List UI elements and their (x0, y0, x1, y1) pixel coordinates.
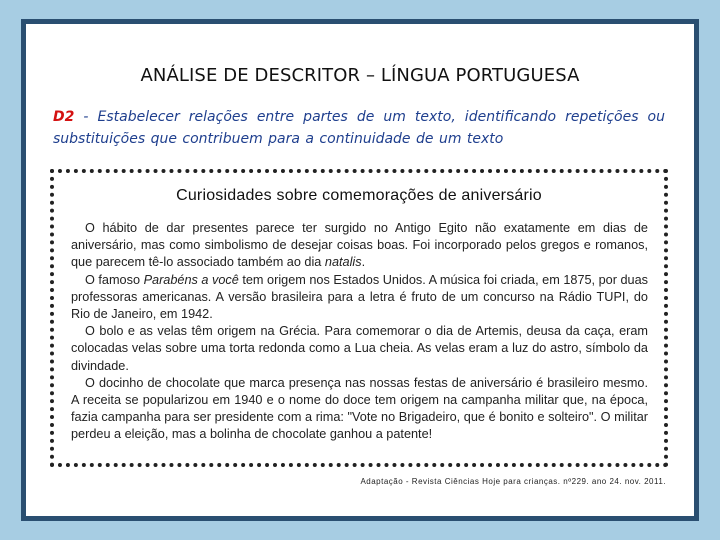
descriptor-separator: - (74, 109, 98, 125)
reading-body (71, 220, 648, 444)
paragraph-4: O docinho de chocolate que marca presença nas nossas festas de aniversário é brasileiro mesmo. A receita se popularizou em 1940 e o nome do doce tem origem na campanha militar que, na época, fazia campanha para ser presidente com a rima: "Vote no Brigadeiro, que é bonito e solteiro". O militar perdeu a eleição, mas a bolinha de chocolate ganhou a patente! (71, 375, 648, 442)
slide-title: ANÁLISE DE DESCRITOR – LÍNGUA PORTUGUESA (140, 65, 580, 86)
reading-box (50, 169, 668, 467)
paragraph-2: O famoso Parabéns a você tem origem nos Estados Unidos. A música foi criada, em 1875, por duas professoras americanas. A versão brasileira para a letra é fruto de um concurso na Rádio TUPI, do Rio de Janeiro, em 1942. (71, 272, 649, 322)
emphasis-natalis: natalis (324, 255, 362, 270)
source-citation: Adaptação - Revista Ciências Hoje para crianças. nº229. ano 24. nov. 2011. (360, 477, 666, 486)
descriptor-description: Estabelecer relações entre partes de um texto, identificando repetições ou substituições que contribuem para a continuidade de um texto (53, 109, 665, 147)
paragraph-3: O bolo e as velas têm origem na Grécia. Para comemorar o dia de Artemis, deusa da caça, eram colocadas velas sobre uma torta redonda como a Lua cheia. As velas eram a luz do astro, símbolo da divindade. (71, 324, 648, 373)
emphasis-song-title: Parabéns a você (143, 272, 239, 287)
descriptor-text (53, 106, 665, 150)
reading-title: Curiosidades sobre comemorações de aniversário (176, 187, 542, 204)
paragraph-1: O hábito de dar presentes parece ter surgido no Antigo Egito não exatamente em dias de aniversário, mas como simbolismo de desejar coisas boas. Foi incorporado pelos gregos e romanos, que parecem tê-lo associado também ao dia natalis. (71, 221, 648, 270)
slide-frame (21, 19, 699, 521)
descriptor-code: D2 (53, 109, 75, 125)
